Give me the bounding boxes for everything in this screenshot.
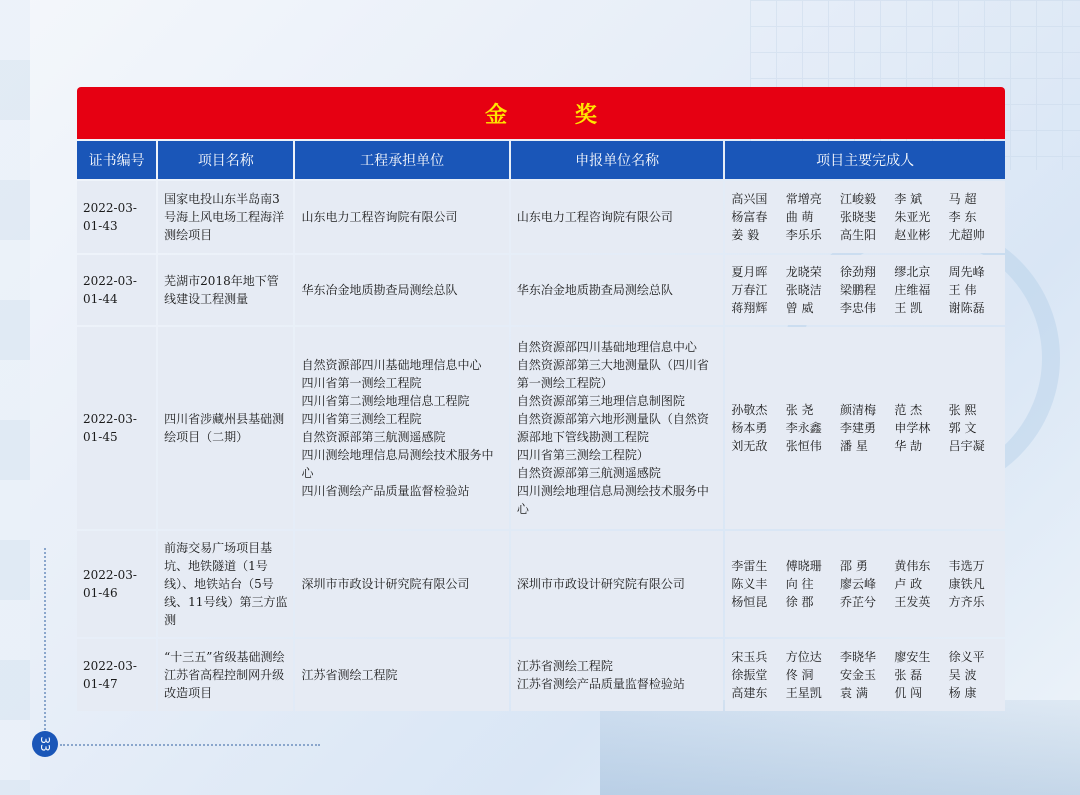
member-name: 高建东 (731, 686, 768, 700)
background-strip (0, 0, 30, 795)
member-name: 梁鹏程 (840, 283, 877, 297)
member-name: 赵业彬 (894, 228, 931, 242)
member-name: 康铁凡 (948, 577, 985, 591)
declarer-unit: 自然资源部第三地理信息制图院 (516, 394, 685, 408)
undertaker-unit: 深圳市市政设计研究院有限公司 (301, 577, 470, 591)
member-name: 吕宇凝 (948, 439, 985, 453)
declarer-unit: 自然资源部第六地形测量队（自然资源部地下管线勘测工程院 (516, 412, 709, 444)
undertaker-units (295, 181, 508, 253)
award-table (75, 139, 1007, 713)
member-name: 袁 满 (840, 686, 868, 700)
member-name: 张晓洁 (785, 283, 822, 297)
cert-number: 2022-03-01-45 (77, 327, 156, 529)
header-undertaker: 工程承担单位 (295, 141, 508, 179)
member-name: 杨本勇 (731, 421, 768, 435)
table-row (77, 639, 1005, 711)
decorative-dotted-line (44, 548, 46, 730)
members-cell (725, 531, 1005, 637)
member-name: 尤超帅 (948, 228, 985, 242)
page-number: 33 (32, 731, 58, 757)
member-name: 江峻毅 (840, 192, 877, 206)
declarer-unit: 四川省第三测绘工程院） (516, 448, 649, 462)
members-cell (725, 181, 1005, 253)
member-name: 傅晓珊 (785, 559, 822, 573)
undertaker-units (295, 531, 508, 637)
declarer-unit: 华东冶金地质勘查局测绘总队 (516, 283, 673, 297)
member-name: 万春江 (731, 283, 768, 297)
declarer-units (511, 255, 723, 325)
member-name: 向 往 (785, 577, 814, 591)
declarer-units (511, 531, 723, 637)
member-name: 李雷生 (731, 559, 768, 573)
member-name: 庄维福 (894, 283, 931, 297)
member-name: 华 劼 (894, 439, 923, 453)
member-name: 卢 政 (894, 577, 923, 591)
table-row (77, 327, 1005, 529)
header-declarer: 申报单位名称 (511, 141, 723, 179)
member-name: 朱亚光 (894, 210, 931, 224)
undertaker-unit: 山东电力工程咨询院有限公司 (301, 210, 458, 224)
member-name: 杨恒昆 (731, 595, 768, 609)
header-cert: 证书编号 (77, 141, 156, 179)
member-name: 夏月晖 (731, 265, 768, 279)
member-name: 孙敬杰 (731, 403, 768, 417)
member-name: 王 凯 (894, 301, 923, 315)
member-name: 李 斌 (894, 192, 923, 206)
member-name: 李建勇 (840, 421, 877, 435)
member-name: 高兴国 (731, 192, 768, 206)
member-name: 李忠伟 (840, 301, 877, 315)
member-name: 蒋翔辉 (731, 301, 768, 315)
member-name: 杨 康 (948, 686, 977, 700)
undertaker-unit: 四川省测绘产品质量监督检验站 (301, 484, 470, 498)
members-cell (725, 639, 1005, 711)
declarer-units (511, 327, 723, 529)
undertaker-unit: 自然资源部四川基础地理信息中心 (301, 358, 482, 372)
declarer-unit: 江苏省测绘工程院 (516, 659, 613, 673)
cert-number: 2022-03-01-44 (77, 255, 156, 325)
member-name: 范 杰 (894, 403, 923, 417)
member-name: 申学林 (894, 421, 931, 435)
project-name: 芜湖市2018年地下管线建设工程测量 (158, 255, 293, 325)
declarer-unit: 江苏省测绘产品质量监督检验站 (516, 677, 685, 691)
member-name: 谢陈磊 (948, 301, 985, 315)
header-project: 项目名称 (158, 141, 293, 179)
member-name: 缪北京 (894, 265, 931, 279)
member-name: 李乐乐 (785, 228, 822, 242)
project-name: 国家电投山东半岛南3号海上风电场工程海洋测绘项目 (158, 181, 293, 253)
member-name: 王 伟 (948, 283, 977, 297)
decorative-dotted-line (60, 744, 320, 746)
member-name: 徐劲翔 (840, 265, 877, 279)
table-row (77, 531, 1005, 637)
declarer-unit: 深圳市市政设计研究院有限公司 (516, 577, 685, 591)
cert-number: 2022-03-01-47 (77, 639, 156, 711)
member-name: 王星凯 (785, 686, 822, 700)
member-name: 徐义平 (948, 650, 985, 664)
member-name: 黄伟东 (894, 559, 931, 573)
member-name: 张恒伟 (785, 439, 822, 453)
member-name: 曲 萌 (785, 210, 814, 224)
project-name: “十三五”省级基础测绘江苏省高程控制网升级改造项目 (158, 639, 293, 711)
undertaker-unit: 江苏省测绘工程院 (301, 668, 398, 682)
member-name: 廖云峰 (840, 577, 877, 591)
member-name: 郭 文 (948, 421, 977, 435)
member-name: 张 熙 (948, 403, 977, 417)
background-bottom (600, 700, 1080, 795)
award-banner (77, 87, 1005, 139)
table-row (77, 181, 1005, 253)
member-name: 王发英 (894, 595, 931, 609)
declarer-unit: 山东电力工程咨询院有限公司 (516, 210, 673, 224)
member-name: 宋玉兵 (731, 650, 768, 664)
member-name: 潘 星 (840, 439, 868, 453)
cert-number: 2022-03-01-43 (77, 181, 156, 253)
project-name: 前海交易广场项目基坑、地铁隧道（1号线）、地铁站台（5号线、11号线）第三方监测 (158, 531, 293, 637)
member-name: 刘无敌 (731, 439, 768, 453)
member-name: 吴 波 (948, 668, 977, 682)
member-name: 廖安生 (894, 650, 931, 664)
table-row (77, 255, 1005, 325)
declarer-unit: 自然资源部四川基础地理信息中心 (516, 340, 697, 354)
award-table-container (77, 87, 1005, 713)
member-name: 韦选万 (948, 559, 985, 573)
declarer-units (511, 639, 723, 711)
member-name: 张 磊 (894, 668, 923, 682)
member-name: 李晓华 (840, 650, 877, 664)
undertaker-units (295, 255, 508, 325)
header-members: 项目主要完成人 (725, 141, 1005, 179)
undertaker-unit: 四川省第一测绘工程院 (301, 376, 422, 390)
member-name: 仉 闯 (894, 686, 923, 700)
undertaker-units (295, 327, 508, 529)
member-name: 马 超 (948, 192, 977, 206)
undertaker-unit: 四川省第三测绘工程院 (301, 412, 422, 426)
member-name: 曾 威 (785, 301, 814, 315)
member-name: 姜 毅 (731, 228, 760, 242)
member-name: 安金玉 (840, 668, 877, 682)
undertaker-unit: 自然资源部第三航测遥感院 (301, 430, 446, 444)
declarer-units (511, 181, 723, 253)
undertaker-units (295, 639, 508, 711)
member-name: 佟 洞 (785, 668, 814, 682)
header-row (77, 141, 1005, 179)
undertaker-unit: 四川测绘地理信息局测绘技术服务中心 (301, 448, 494, 480)
project-name: 四川省涉藏州县基础测绘项目（二期） (158, 327, 293, 529)
member-name: 周先峰 (948, 265, 985, 279)
member-name: 方位达 (785, 650, 822, 664)
award-title: 金 奖 (485, 101, 627, 128)
member-name: 李 东 (948, 210, 977, 224)
undertaker-unit: 华东冶金地质勘查局测绘总队 (301, 283, 458, 297)
member-name: 徐振堂 (731, 668, 768, 682)
member-name: 颜清梅 (840, 403, 877, 417)
declarer-unit: 四川测绘地理信息局测绘技术服务中心 (516, 484, 709, 516)
members-cell (725, 327, 1005, 529)
member-name: 杨富春 (731, 210, 768, 224)
member-name: 陈义丰 (731, 577, 768, 591)
member-name: 方齐乐 (948, 595, 985, 609)
member-name: 高生阳 (840, 228, 877, 242)
undertaker-unit: 四川省第二测绘地理信息工程院 (301, 394, 470, 408)
member-name: 常增亮 (785, 192, 822, 206)
cert-number: 2022-03-01-46 (77, 531, 156, 637)
declarer-unit: 自然资源部第三航测遥感院 (516, 466, 661, 480)
member-name: 张晓斐 (840, 210, 877, 224)
member-name: 李永鑫 (785, 421, 822, 435)
member-name: 徐 郡 (785, 595, 814, 609)
member-name: 乔芷兮 (840, 595, 877, 609)
declarer-unit: 自然资源部第三大地测量队（四川省第一测绘工程院） (516, 358, 709, 390)
members-cell (725, 255, 1005, 325)
member-name: 张 尧 (785, 403, 814, 417)
member-name: 龙晓荣 (785, 265, 822, 279)
member-name: 邵 勇 (840, 559, 868, 573)
